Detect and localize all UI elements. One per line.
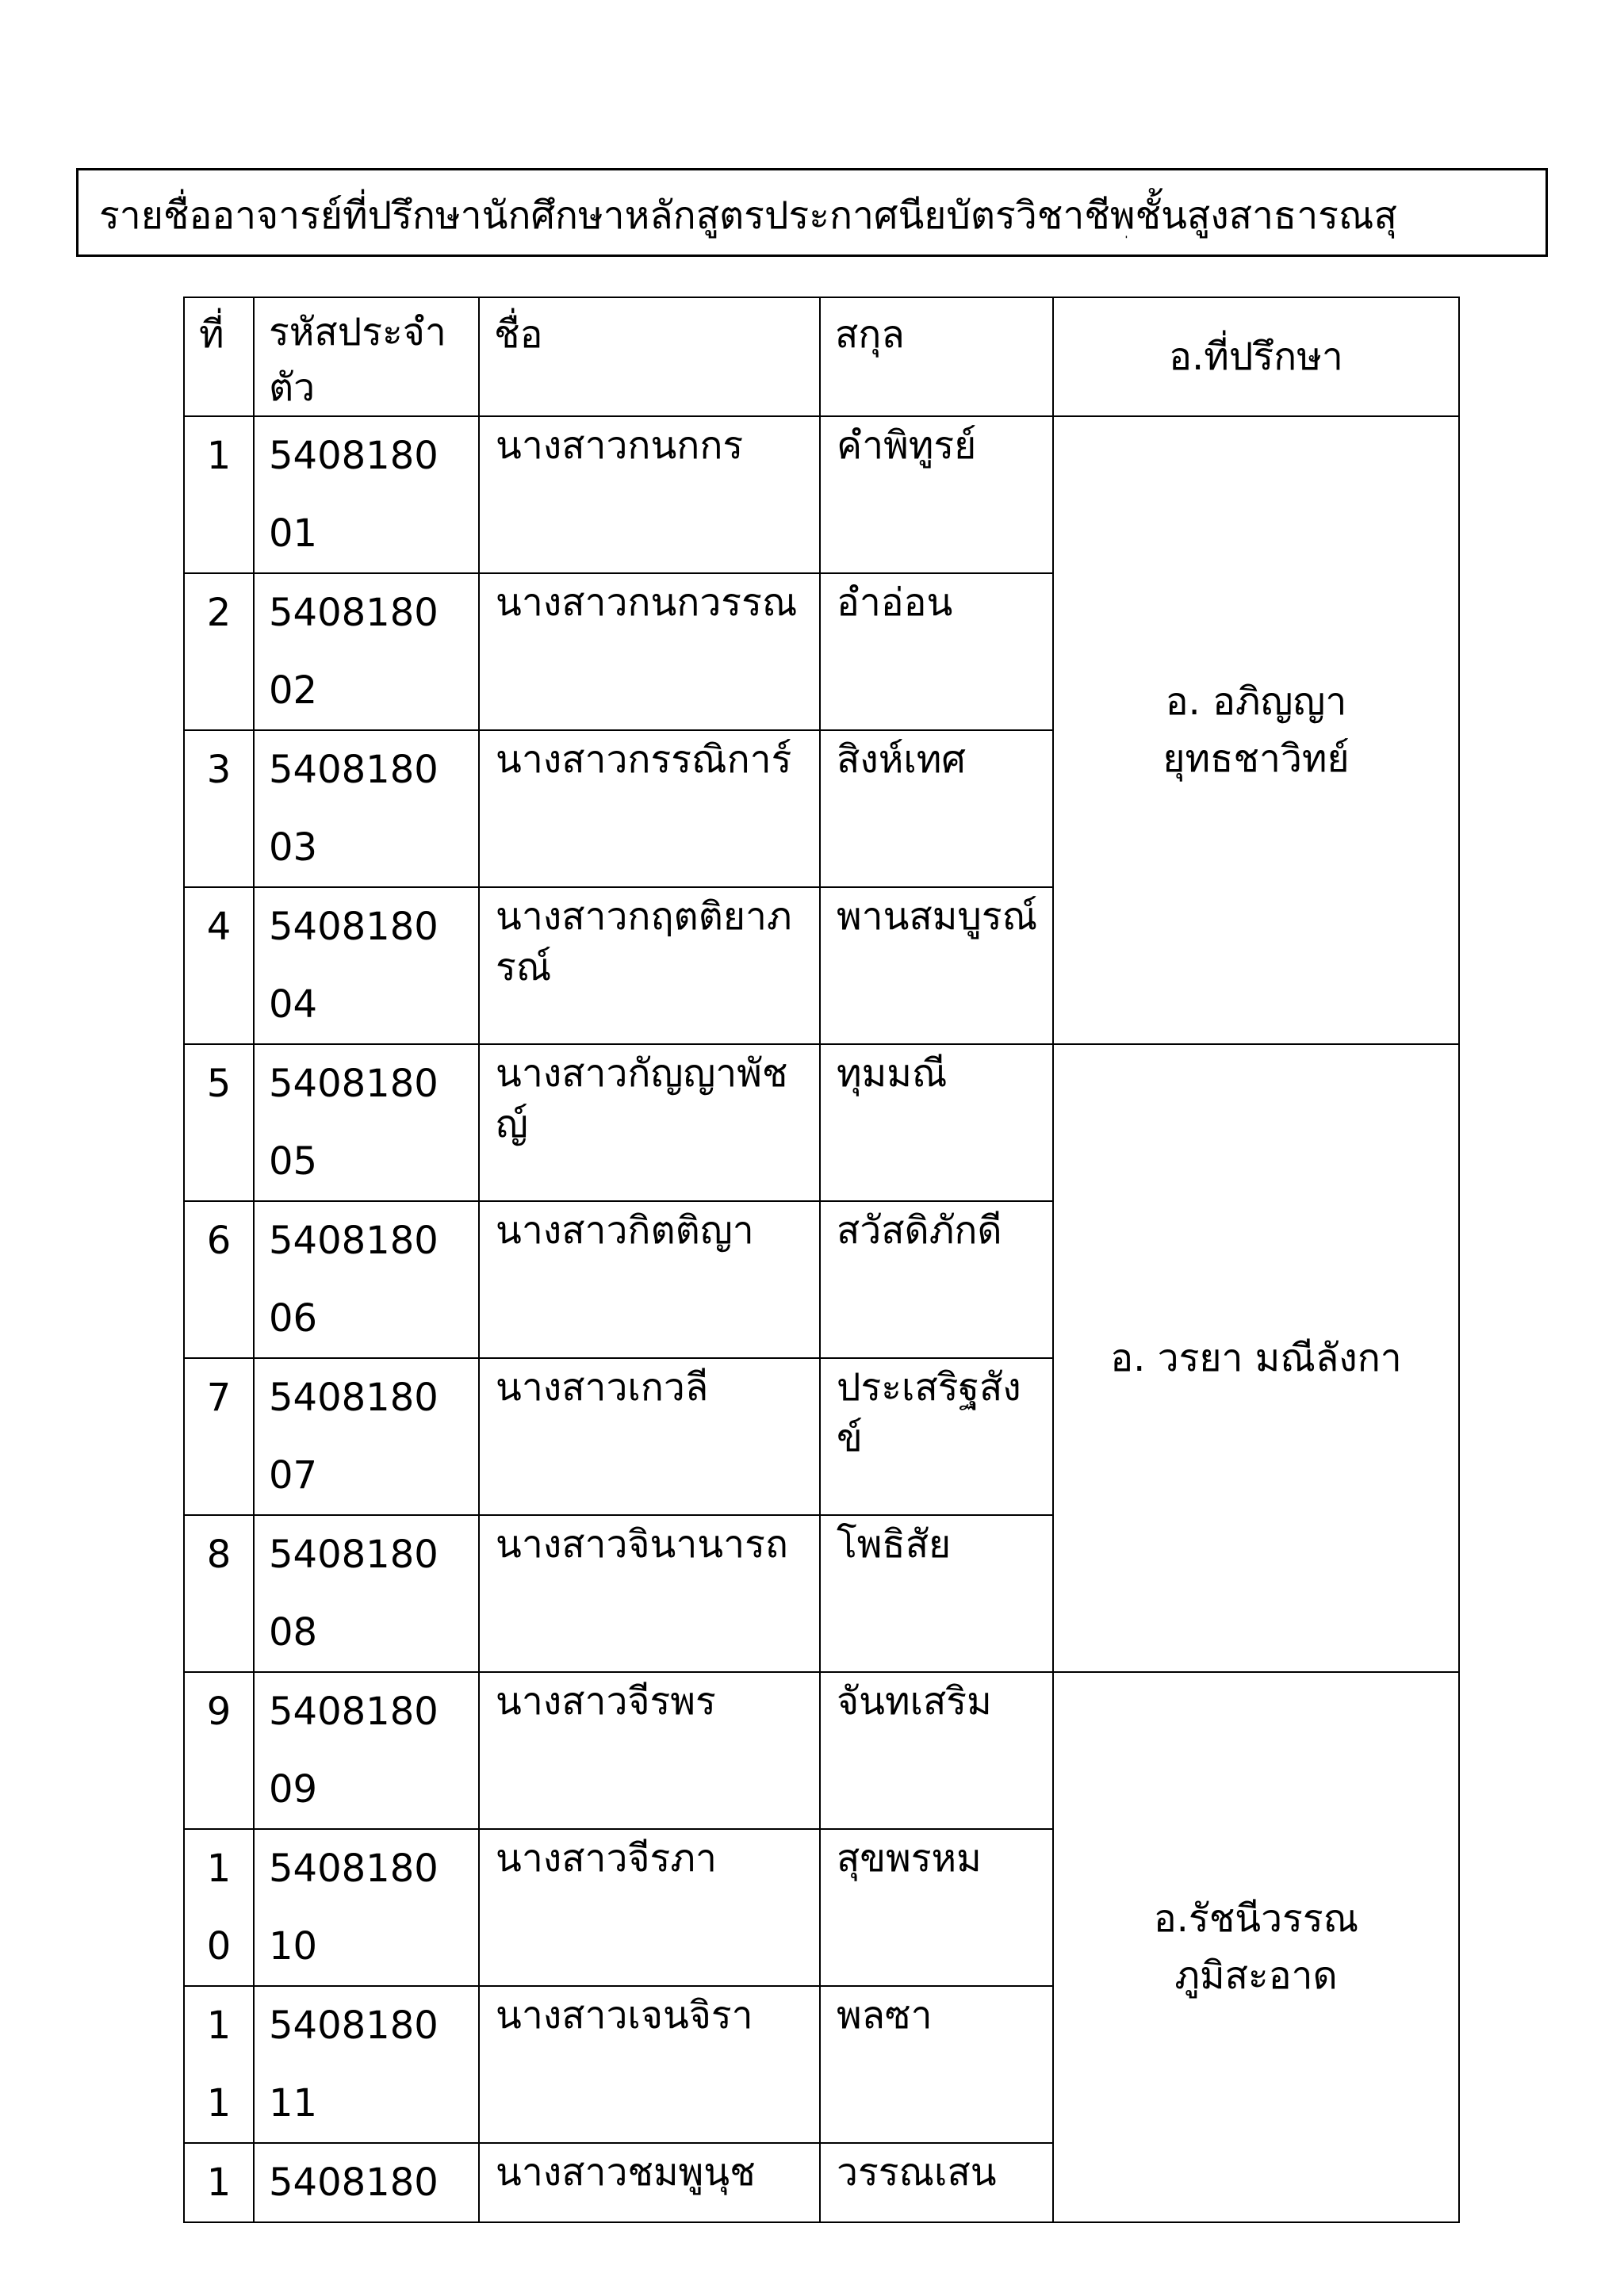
row-first-name: นางสาวเกวลี [479,1358,820,1515]
row-student-id: 5408180 05 [254,1044,479,1201]
row-no: 8 [184,1515,254,1672]
row-first-name: นางสาวเจนจิรา [479,1986,820,2143]
row-last-name: โพธิสัย [820,1515,1053,1672]
document-title: รายชื่ออาจารย์ที่ปรึกษานักศึกษาหลักสูตรประกาศนียบัตรวิชาชีพชั้นสูงสาธารณสุ [99,193,1397,238]
row-no: 5 [184,1044,254,1201]
row-student-id: 5408180 03 [254,730,479,887]
row-first-name: นางสาวกรรณิการ์ [479,730,820,887]
row-last-name: พลซา [820,1986,1053,2143]
header-student-id: รหัสประจำตัว [254,297,479,416]
table-header-row [184,297,1459,416]
row-first-name: นางสาวชมพูนุช [479,2143,820,2222]
advisor-group-cell: อ. วรยา มณีลังกา [1053,1044,1459,1672]
row-student-id: 5408180 02 [254,573,479,730]
row-first-name: นางสาวจีรภา [479,1829,820,1986]
table-row [184,1044,1459,1201]
row-student-id: 5408180 [254,2143,479,2222]
row-student-id: 5408180 06 [254,1201,479,1358]
header-no: ที่ [184,297,254,416]
row-first-name: นางสาวกัญญาพัชญ์ [479,1044,820,1201]
row-student-id: 5408180 09 [254,1672,479,1829]
row-last-name: จันทเสริม [820,1672,1053,1829]
row-first-name: นางสาวกนกกร [479,416,820,573]
table-row [184,1672,1459,1829]
row-last-name: สุขพรหม [820,1829,1053,1986]
row-no: 4 [184,887,254,1044]
row-last-name: สิงห์เทศ [820,730,1053,887]
row-student-id: 5408180 11 [254,1986,479,2143]
row-student-id: 5408180 04 [254,887,479,1044]
row-student-id: 5408180 01 [254,416,479,573]
row-last-name: วรรณเสน [820,2143,1053,2222]
row-no: 1 [184,416,254,573]
row-no: 2 [184,573,254,730]
header-last-name: สกุล [820,297,1053,416]
row-last-name: ทุมมณี [820,1044,1053,1201]
advisor-student-table [183,297,1460,2223]
row-last-name: คำพิทูรย์ [820,416,1053,573]
row-no: 1 1 [184,1986,254,2143]
row-first-name: นางสาวกนกวรรณ [479,573,820,730]
row-no: 6 [184,1201,254,1358]
row-last-name: สวัสดิภักดี [820,1201,1053,1358]
row-student-id: 5408180 08 [254,1515,479,1672]
row-no: 9 [184,1672,254,1829]
advisor-group-cell: อ. อภิญญา ยุทธชาวิทย์ [1053,416,1459,1044]
row-first-name: นางสาวกฤตติยาภรณ์ [479,887,820,1044]
row-no: 7 [184,1358,254,1515]
document-title-box [76,168,1548,257]
advisor-group-cell: อ.รัชนีวรรณ ภูมิสะอาด [1053,1672,1459,2222]
header-first-name: ชื่อ [479,297,820,416]
row-first-name: นางสาวจินานารถ [479,1515,820,1672]
row-first-name: นางสาวกิตติญา [479,1201,820,1358]
row-no: 1 [184,2143,254,2222]
row-last-name: พานสมบูรณ์ [820,887,1053,1044]
row-first-name: นางสาวจีรพร [479,1672,820,1829]
header-advisor: อ.ที่ปรึกษา [1053,297,1459,416]
row-last-name: ประเสริฐสังข์ [820,1358,1053,1515]
row-no: 3 [184,730,254,887]
table-row [184,416,1459,573]
row-last-name: อำอ่อน [820,573,1053,730]
row-no: 1 0 [184,1829,254,1986]
row-student-id: 5408180 10 [254,1829,479,1986]
row-student-id: 5408180 07 [254,1358,479,1515]
